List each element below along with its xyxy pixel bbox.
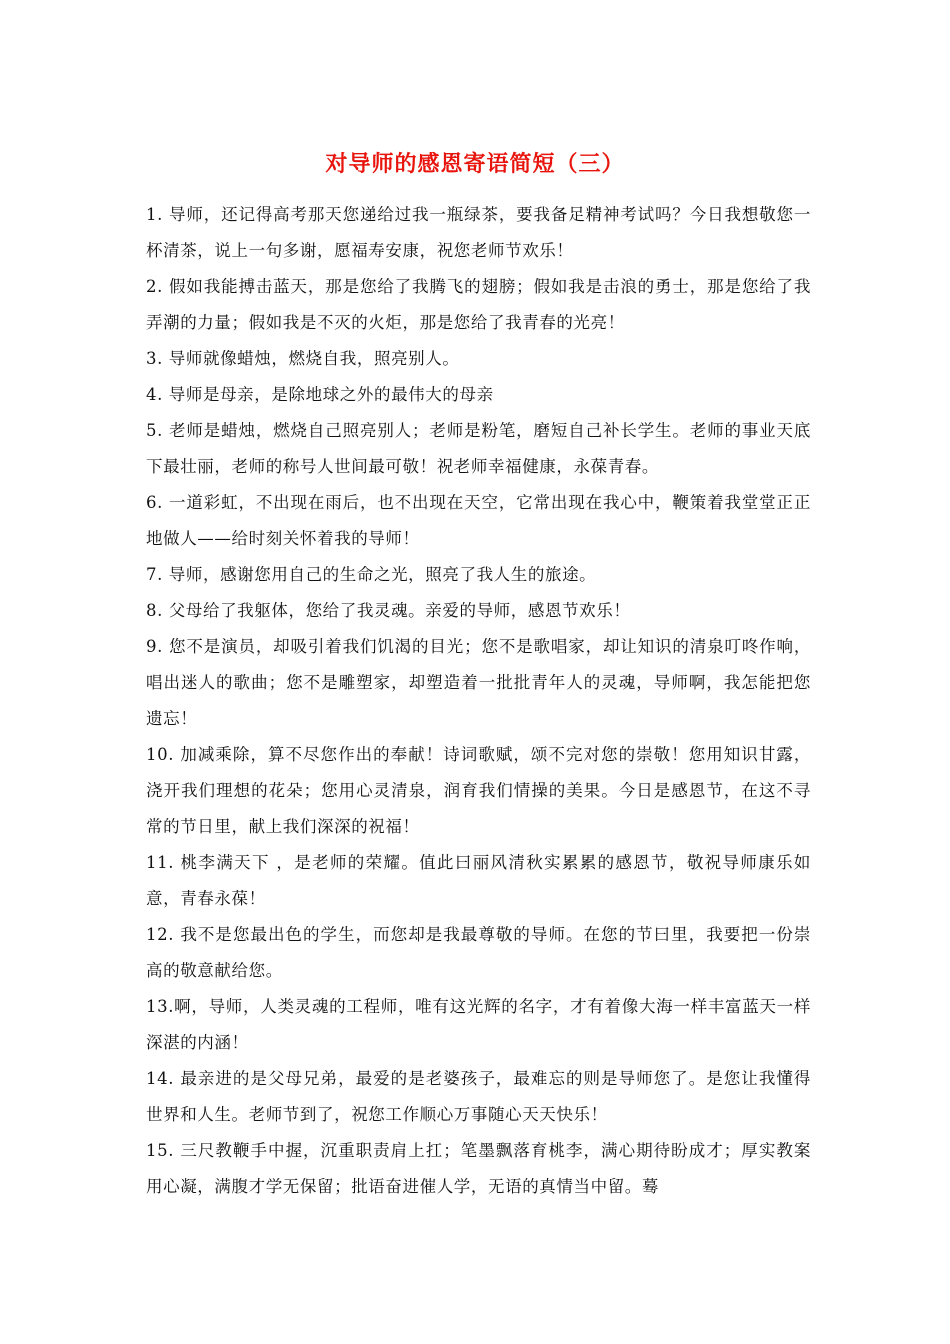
paragraph-6: 6. 一道彩虹，不出现在雨后，也不出现在天空，它常出现在我心中，鞭策着我堂堂正正地做人——给时刻关怀着我的导师！ (146, 493, 811, 548)
paragraph-15: 15. 三尺教鞭手中握，沉重职责肩上扛；笔墨飘落育桃李，满心期待盼成才；厚实教案用心凝，满腹才学无保留；批语奋进催人学，无语的真情当中留。蓦 (146, 1141, 811, 1196)
paragraph-4: 4. 导师是母亲，是除地球之外的最伟大的母亲 (146, 385, 494, 404)
document-body (146, 197, 811, 1205)
paragraph-3: 3. 导师就像蜡烛，燃烧自我，照亮别人。 (146, 349, 460, 368)
paragraph-11: 11. 桃李满天下 ，是老师的荣耀。值此曰丽风清秋实累累的感恩节，敬祝导师康乐如意，青春永葆！ (146, 853, 811, 908)
paragraph-8: 8. 父母给了我躯体，您给了我灵魂。亲爱的导师，感恩节欢乐！ (146, 601, 631, 620)
paragraph-7: 7. 导师，感谢您用自己的生命之光，照亮了我人生的旅途。 (146, 565, 597, 584)
paragraph-2: 2. 假如我能搏击蓝天，那是您给了我腾飞的翅膀；假如我是击浪的勇士，那是您给了我弄潮的力量；假如我是不灭的火炬，那是您给了我青春的光亮！ (146, 277, 811, 332)
document-title: 对导师的感恩寄语简短（三） (325, 151, 625, 177)
paragraph-10: 10. 加减乘除，算不尽您作出的奉献！诗词歌赋，颂不完对您的崇敬！您用知识甘露，浇开我们理想的花朵；您用心灵清泉，润育我们情操的美果。今日是感恩节，在这不寻常的节日里，献上我们深深的祝福！ (146, 745, 811, 836)
paragraph-1: 1. 导师，还记得高考那天您递给过我一瓶绿茶，要我备足精神考试吗？今日我想敬您一杯清茶，说上一句多谢，愿福寿安康，祝您老师节欢乐！ (146, 205, 811, 260)
paragraph-5: 5. 老师是蜡烛，燃烧自己照亮别人；老师是粉笔，磨短自己补长学生。老师的事业天底下最壮丽，老师的称号人世间最可敬！祝老师幸福健康，永葆青春。 (146, 421, 811, 476)
paragraph-12: 12. 我不是您最出色的学生，而您却是我最尊敬的导师。在您的节曰里，我要把一份崇高的敬意献给您。 (146, 925, 811, 980)
paragraph-13: 13.啊，导师，人类灵魂的工程师，唯有这光辉的名字，才有着像大海一样丰富蓝天一样深湛的内涵！ (146, 997, 811, 1052)
paragraph-14: 14. 最亲进的是父母兄弟，最爱的是老婆孩子，最难忘的则是导师您了。是您让我懂得世界和人生。老师节到了，祝您工作顺心万事随心天天快乐！ (146, 1069, 811, 1124)
paragraph-9: 9. 您不是演员，却吸引着我们饥渴的目光；您不是歌唱家，却让知识的清泉叮咚作响，唱出迷人的歌曲；您不是雕塑家，却塑造着一批批青年人的灵魂，导师啊，我怎能把您遗忘！ (146, 637, 811, 728)
